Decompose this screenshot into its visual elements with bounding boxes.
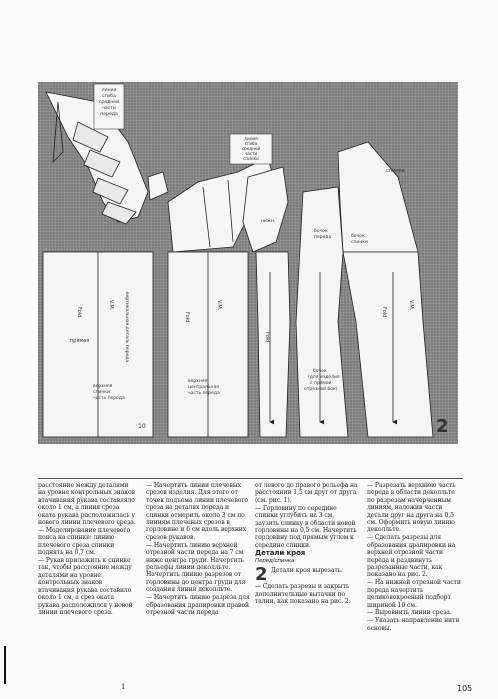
svg-text:часть переда: часть переда bbox=[188, 391, 220, 396]
svg-text:средней: средней bbox=[241, 146, 261, 151]
svg-text:части: части bbox=[244, 151, 258, 156]
sleeve-back-label bbox=[230, 134, 272, 164]
svg-text:часть переда: часть переда bbox=[93, 396, 125, 401]
text-column-1 bbox=[38, 482, 136, 617]
label-part: части bbox=[102, 106, 116, 111]
label-line: линия bbox=[101, 88, 117, 93]
label-fold: сгиба bbox=[102, 94, 116, 99]
svg-text:V.M.: V.M. bbox=[408, 300, 414, 311]
svg-text:центральная: центральная bbox=[188, 385, 219, 390]
label-middle: средней bbox=[98, 100, 120, 105]
pattern-drawing bbox=[38, 82, 458, 444]
svg-text:верхняя: верхняя bbox=[93, 384, 113, 389]
section-heading bbox=[255, 550, 359, 565]
svg-text:спинки: спинки bbox=[351, 240, 368, 245]
svg-text:вертикальная деталь переда: вертикальная деталь переда bbox=[124, 292, 129, 363]
svg-text:бочок: бочок bbox=[313, 369, 327, 374]
text-column-3 bbox=[255, 482, 359, 606]
svg-text:V.M.: V.M. bbox=[108, 300, 114, 311]
section-title: Детали кроя bbox=[255, 549, 306, 558]
column-3-paragraph-1: от левого до правого рельефа на расстоянии 1,5 см друг от друга (см. рис. 1). bbox=[255, 482, 358, 504]
svg-text:прямая: прямая bbox=[70, 338, 90, 344]
step-text-1: Детали кроя вырезать. bbox=[270, 566, 343, 574]
svg-text:спинка: спинка bbox=[386, 168, 405, 174]
svg-text:(для изделия: (для изделия bbox=[308, 375, 340, 380]
figure-number: 2 bbox=[436, 416, 449, 437]
svg-text:линия: линия bbox=[244, 136, 258, 141]
svg-text:переда: переда bbox=[314, 235, 332, 240]
column-3-paragraph-2: — Горловину по середине спинки углубить на 3 см, заузить спинку в области новой горловины на 0,5 см. Начертить горловину под прямым углом к середине спинки. bbox=[255, 504, 357, 549]
column-4-paragraph-1: — Разрезать верхнюю часть переда в области деколльте по разрезам начерченным линиям, наложив части детали друг на друга на 0,5 см. Оформить новую линию деколльте. bbox=[367, 482, 456, 534]
page-number: 105 bbox=[457, 684, 473, 693]
svg-text:нижн.: нижн. bbox=[261, 219, 276, 224]
svg-text:верхняя: верхняя bbox=[188, 379, 208, 384]
panel-3 bbox=[256, 252, 290, 437]
text-column-2 bbox=[146, 482, 250, 617]
text-divider bbox=[38, 478, 463, 479]
column-1-paragraph-2: — Моделирование плечевого пояса на спинке: линию плечевого среза спинки поднять на 0,7 см. bbox=[38, 526, 131, 557]
column-4-paragraph-3: — На нижней отрезной части переда начертить целиковокроеный подборт шириной 10 см. bbox=[367, 579, 461, 609]
pattern-figure bbox=[38, 82, 458, 444]
svg-text:бочок: бочок bbox=[314, 229, 328, 234]
svg-text:бочок: бочок bbox=[351, 234, 365, 239]
svg-text:Fold: Fold bbox=[76, 307, 82, 318]
column-2-paragraph-2: — Начертить линию верхней отрезной части переда на 7 см ниже центра груди. Начертить рельефы линии деколльте. Начертить линию разрезов от горловины до центра груди для создания линии деколльте. bbox=[146, 541, 246, 594]
column-4-paragraph-4: — Выровнить линии среза. bbox=[367, 609, 452, 617]
scan-edge-mark bbox=[4, 646, 6, 684]
svg-text:с прямой: с прямой bbox=[310, 381, 332, 386]
column-4-paragraph-2: — Сделать разрезы для образования драпировки на верхней отрезной части переда и раздвинуть разрезанные части, как показано на рис. 2. bbox=[367, 534, 456, 579]
sleeve-front-label bbox=[94, 84, 124, 129]
section-subtitle: Перед/спинка: bbox=[255, 557, 297, 564]
column-4-paragraph-5: — Указать направление нити основы. bbox=[367, 617, 460, 632]
step-block bbox=[255, 563, 359, 585]
svg-text:спинки: спинки bbox=[93, 390, 110, 395]
svg-text:отрезной бок): отрезной бок) bbox=[304, 387, 338, 392]
svg-text:спинки: спинки bbox=[243, 156, 259, 161]
svg-text:V.M.: V.M. bbox=[216, 300, 222, 311]
column-1-paragraph-3: — Рукав прилажить к спинке так, чтобы расстояние между деталями на уровне контрольных знаков втачивания рукава составило около 1 см, а срез оката рукава расположился у новой линии плечевого среза. bbox=[38, 557, 133, 616]
label-front: переда bbox=[100, 112, 118, 117]
panel-2 bbox=[168, 252, 248, 437]
svg-text:Fold: Fold bbox=[184, 312, 190, 323]
svg-text:сгиба: сгиба bbox=[244, 141, 258, 146]
svg-text:Fold: Fold bbox=[381, 307, 387, 318]
text-column-4 bbox=[367, 482, 463, 633]
svg-text:10: 10 bbox=[138, 423, 146, 430]
column-1-paragraph-1: расстояние между деталями на уровне контрольных знаков втачивания рукава составляло около 1 см, а линия среза оката рукава расположилась у нового линии плечевого среза. bbox=[38, 482, 136, 527]
panel-1 bbox=[43, 252, 153, 437]
footer-mark: 1 bbox=[121, 683, 126, 691]
column-2-paragraph-3: — Начертить линию разреза для образования драпировки правой отрезной части переда bbox=[146, 594, 250, 616]
step-number: 2 bbox=[255, 563, 268, 585]
svg-text:Fold: Fold bbox=[264, 332, 270, 343]
step-text-2: — Сделать разрезы и закрыть дополнительные вытачки по талии, как показано на рис. 2. bbox=[255, 583, 351, 606]
column-2-paragraph-1: — Начертить линии плечевых срезов изделия. Для этого от точек подъема линии плечевого среза на деталях переда и спинки отмерить около 3 см по линиям плечевых срезов в горловине и 6 см вдоль верхних срезов рукавов. bbox=[146, 482, 248, 541]
